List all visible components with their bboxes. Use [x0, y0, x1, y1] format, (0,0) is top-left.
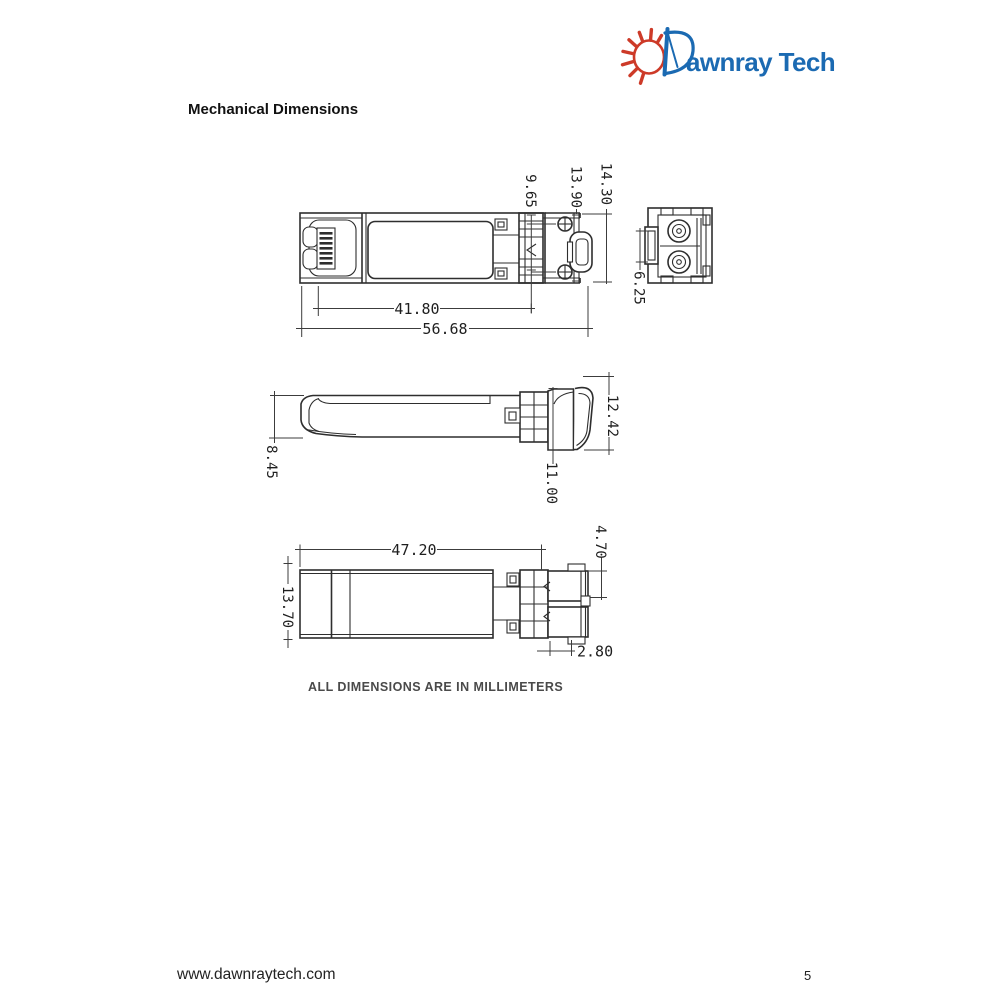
- dim-label-body-length: 47.20: [391, 540, 437, 559]
- dim-label-latch-height: 11.00: [543, 461, 560, 505]
- mechanical-drawing: [250, 140, 740, 700]
- dim-label-top-body-height: 13.90: [567, 165, 584, 209]
- logo: [615, 14, 860, 94]
- dim-label-side-body-height: 8.45: [263, 445, 280, 479]
- sun-icon: [623, 30, 665, 84]
- dim-label-side-overall-height: 12.42: [604, 394, 621, 438]
- logo-text: awnray Tech: [686, 47, 835, 77]
- dim-label-port-pitch: 6.25: [630, 271, 647, 305]
- units-note: ALL DIMENSIONS ARE IN MILLIMETERS: [308, 680, 564, 694]
- footer-url: www.dawnraytech.com: [177, 966, 336, 983]
- page-number: 5: [804, 968, 812, 983]
- bottom-view-drawing: [300, 564, 590, 644]
- side-view-drawing: [301, 388, 593, 450]
- dim-label-screw-pitch: 9.65: [522, 174, 539, 208]
- dim-label-top-overall-height: 14.30: [597, 162, 614, 206]
- dim-label-latch-width: 4.70: [592, 525, 609, 559]
- dim-label-inner-length: 41.80: [394, 299, 440, 318]
- page-title: Mechanical Dimensions: [188, 101, 359, 118]
- dim-label-body-width: 13.70: [279, 585, 296, 629]
- dim-label-offset: 2.80: [577, 642, 614, 661]
- end-view-drawing: [645, 208, 712, 283]
- dim-label-overall-length: 56.68: [422, 319, 468, 338]
